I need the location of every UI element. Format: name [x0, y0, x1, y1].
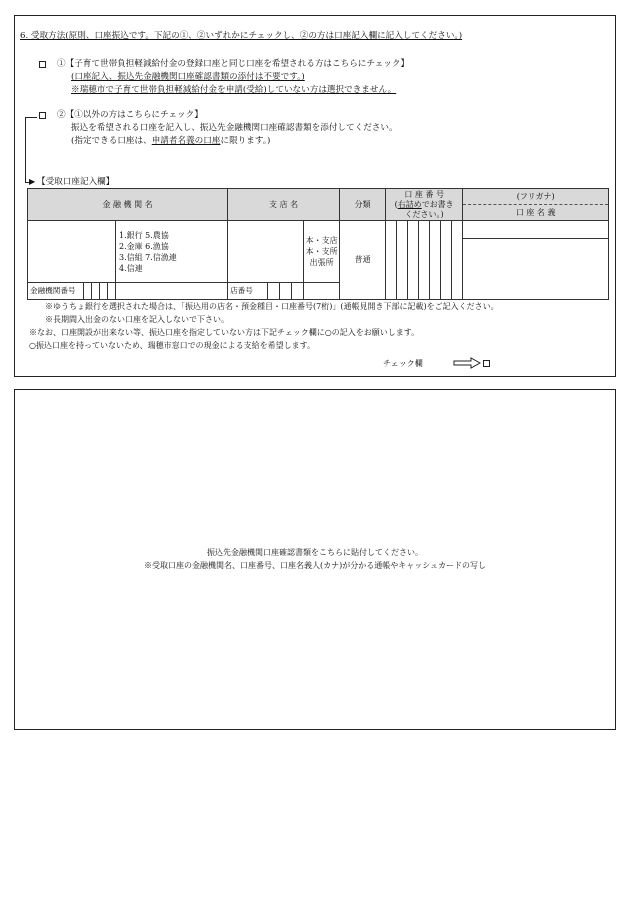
bracket-arrow-icon: ▶	[29, 177, 36, 186]
bank-type-list[interactable]: 1.銀行 5.農協 2.金庫 6.漁協 3.信組 7.信漁連 4.信連	[116, 221, 228, 283]
furigana-input[interactable]	[463, 221, 609, 239]
note-cash: ○振込口座を持っていないため、瑞穂市窓口での現金による支給を希望します。	[29, 341, 316, 350]
option1-note1: (口座記入、振込先金融機関口座確認書類の添付は不要です。)	[71, 72, 305, 82]
account-table	[27, 188, 609, 300]
bank-name-header: 金 融 機 関 名	[28, 189, 228, 221]
note-no-account: ※なお、口座開設が出来ない等、振込口座を指定していない方は下記チェック欄に○の記入をお願いします。	[29, 328, 420, 337]
account-digit-4[interactable]	[419, 221, 430, 300]
arrow-right-icon	[453, 357, 481, 369]
branch-code-digit-3[interactable]	[292, 283, 304, 300]
bank-code-digit-2[interactable]	[92, 283, 100, 300]
option1-note2: ※瑞穂市で子育て世帯負担軽減給付金を申請(受給)していない方は選択できません。	[71, 85, 397, 95]
bank-code-digit-4[interactable]	[108, 283, 116, 300]
branch-name-input[interactable]	[228, 221, 304, 283]
branch-type-blank	[304, 283, 340, 300]
holder-header: 口 座 名 義	[463, 205, 609, 221]
branch-code-digit-1[interactable]	[268, 283, 280, 300]
type-header: 分類	[340, 189, 386, 221]
account-digit-2[interactable]	[397, 221, 408, 300]
holder-name-input[interactable]	[463, 239, 609, 300]
bank-code-label: 金融機関番号	[28, 283, 84, 300]
furigana-header: (フリガナ)	[463, 189, 609, 205]
option2-note1: 振込を希望される口座を記入し、振込先金融機関口座確認書類を添付してください。	[71, 123, 398, 133]
branch-type-list[interactable]: 本・支店 本・支所 出張所	[304, 221, 340, 283]
branch-code-digit-2[interactable]	[280, 283, 292, 300]
note-yucho: ※ゆうちょ銀行を選択された場合は、「振込用の店名・預金種目・口座番号(7桁)」(通帳見開き下部に記載)をご記入ください。	[45, 302, 499, 311]
bank-code-digit-3[interactable]	[100, 283, 108, 300]
option2-note2: (指定できる口座は、申請者名義の口座に限ります。)	[71, 136, 271, 146]
option2-label: ②【①以外の方はこちらにチェック】	[57, 110, 203, 120]
account-number-header: 口 座 番 号 (右詰めでお書き ください。)	[386, 189, 463, 221]
account-digit-6[interactable]	[441, 221, 452, 300]
bank-name-input[interactable]	[28, 221, 116, 283]
receipt-method-section	[14, 15, 616, 377]
account-type-value: 普通	[340, 221, 386, 300]
attachment-instruction: 振込先金融機関口座確認書類をこちらに貼付してください。	[207, 548, 423, 557]
note-long-term: ※長期間入出金のない口座を記入しないで下さい。	[45, 315, 229, 324]
check-label: チェック欄	[383, 359, 423, 368]
section-heading: 6. 受取方法(原則、口座振込です。下記の①、②いずれかにチェックし、②の方は口座記入欄に記入してください。)	[20, 31, 463, 41]
bank-type-blank	[116, 283, 228, 300]
account-entry-label: 【受取口座記入欄】	[37, 177, 115, 187]
branch-name-header: 支 店 名	[228, 189, 340, 221]
account-digit-3[interactable]	[408, 221, 419, 300]
cash-check-box[interactable]	[483, 360, 490, 367]
option1-checkbox[interactable]	[39, 61, 46, 68]
account-digit-5[interactable]	[430, 221, 441, 300]
account-digit-1[interactable]	[386, 221, 397, 300]
bracket-top	[25, 117, 37, 118]
bracket-vertical	[25, 117, 26, 183]
bank-code-digit-1[interactable]	[84, 283, 92, 300]
attachment-note: ※受取口座の金融機関名、口座番号、口座名義人(カナ)が分かる通帳やキャッシュカードの写し	[143, 561, 487, 570]
option2-checkbox[interactable]	[39, 112, 46, 119]
option1-label: ①【子育て世帯負担軽減給付金の登録口座と同じ口座を希望される方はこちらにチェック】	[57, 59, 410, 69]
branch-code-label: 店番号	[228, 283, 268, 300]
account-digit-7[interactable]	[452, 221, 463, 300]
attachment-area[interactable]	[14, 389, 616, 730]
